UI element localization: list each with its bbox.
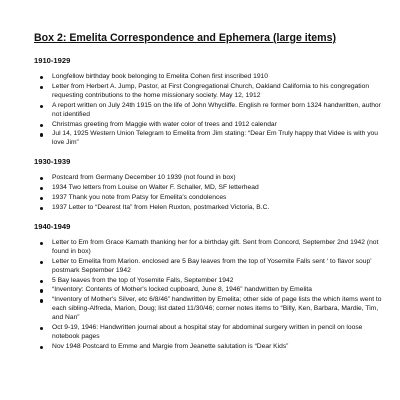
- list-item: Letter from Herbert A. Jump, Pastor, at First Congregational Church, Oakland California to his congregation requesting contributions to the home missionary society. May 12, 1912: [28, 83, 384, 101]
- list-item: Longfellow birthday book belonging to Emelita Cohen first inscribed 1910: [28, 73, 384, 82]
- item-list: [28, 239, 384, 352]
- list-item: 1937 Letter to “Dearest Ita” from Helen Ruxton, postmarked Victoria, B.C.: [28, 204, 384, 213]
- section-heading: 1940-1949: [34, 221, 71, 231]
- list-item: Letter to Emelita from Marion. enclosed are 5 Bay leaves from the top of Yosemite Falls sent ‘ to flavor soup’ postmark September 1942: [28, 258, 384, 276]
- document-page: [28, 32, 384, 361]
- list-item: Oct 9-19, 1946: Handwritten journal about a hospital stay for abdominal surgery written in pencil on loose notebook pages: [28, 324, 384, 342]
- list-item: “Inventory of Mother's Silver, etc 6/8/46” handwritten by Emelita; other side of page lists the which items went to each sibling-Alfreda, Marion, Doug; list dated 11/30/46; corner notes items to “Billy, Ken, Barbara, Mardie, Tim, and Nan”: [28, 296, 384, 323]
- list-item: “Inventory: Contents of Mother's locked cupboard, June 8, 1946” handwritten by Emelita: [28, 286, 384, 295]
- section-1910-1929: [28, 56, 384, 148]
- list-item: 1937 Thank you note from Patsy for Emelita's condolences: [28, 194, 384, 203]
- section-heading: 1930-1939: [34, 157, 71, 167]
- list-item: Postcard from Germany December 10 1939 (not found in box): [28, 174, 384, 183]
- section-1940-1949: [28, 222, 384, 352]
- list-item: 1934 Two letters from Louise on Walter F. Schaller, MD, SF letterhead: [28, 184, 384, 193]
- list-item: Nov 1948 Postcard to Emme and Margie from Jeanette salutation is “Dear Kids”: [28, 343, 384, 352]
- item-list: [28, 174, 384, 213]
- document-title: Box 2: Emelita Correspondence and Ephemera (large items): [34, 32, 337, 44]
- section-heading: 1910-1929: [34, 56, 71, 65]
- section-1930-1939: [28, 157, 384, 213]
- list-item: Letter to Em from Grace Kamath thanking her for a birthday gift. Sent from Concord, September 2nd 1942 (not found in box): [28, 239, 384, 257]
- list-item: 5 Bay leaves from the top of Yosemite Falls, September 1942: [28, 277, 384, 286]
- item-list: [28, 73, 384, 148]
- list-item: Jul 14, 1925 Western Union Telegram to Emelita from Jim stating: “Dear Em Truly happy that Videe is with you love Jim”: [28, 130, 384, 148]
- list-item: A report written on July 24th 1915 on the life of John Whycliffe. English re former born 1324 handwritten, author not identified: [28, 102, 384, 120]
- list-item: Christmas greeting from Maggie with water color of trees and 1912 calendar: [28, 121, 384, 130]
